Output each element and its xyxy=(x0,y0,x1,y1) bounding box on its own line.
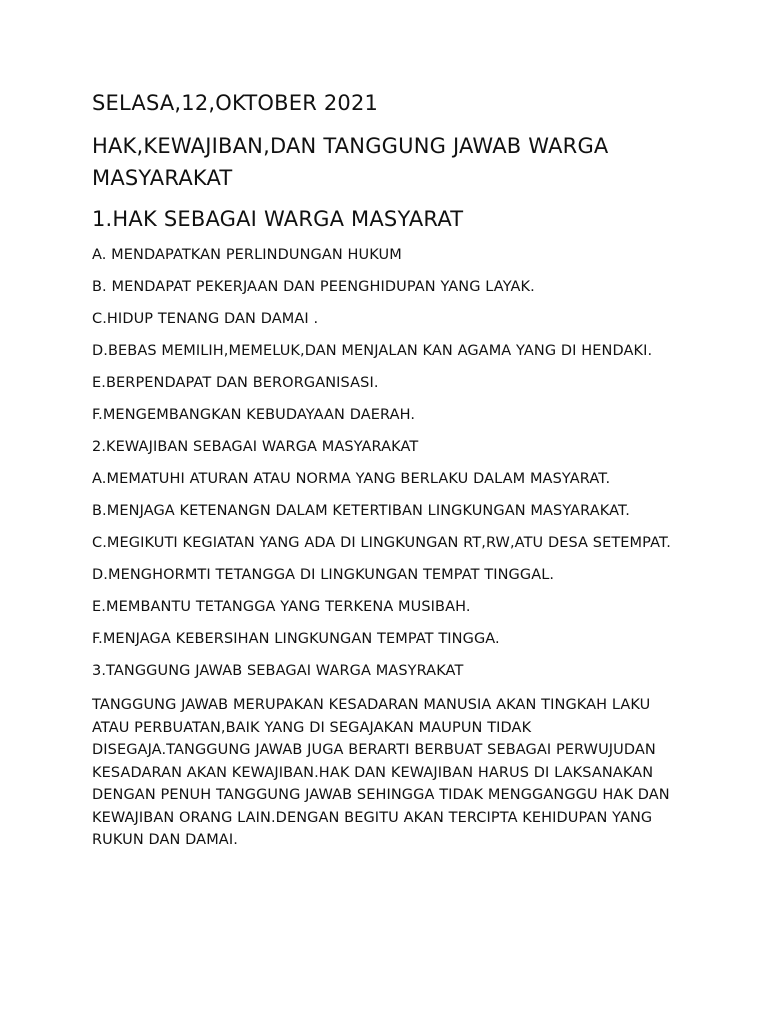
section-heading-obligations: 2.KEWAJIBAN SEBAGAI WARGA MASYARAKAT xyxy=(92,439,419,455)
obligations-item-c: C.MEGIKUTI KEGIATAN YANG ADA DI LINGKUNGAN RT,RW,ATU DESA SETEMPAT. xyxy=(92,535,671,551)
rights-item-f: F.MENGEMBANGKAN KEBUDAYAAN DAERAH. xyxy=(92,407,416,423)
rights-item-d: D.BEBAS MEMILIH,MEMELUK,DAN MENJALAN KAN AGAMA YANG DI HENDAKI. xyxy=(92,343,653,359)
section-heading-responsibility: 3.TANGGUNG JAWAB SEBAGAI WARGA MASYRAKAT xyxy=(92,663,464,679)
obligations-item-f: F.MENJAGA KEBERSIHAN LINGKUNGAN TEMPAT TINGGA. xyxy=(92,631,500,647)
obligations-item-e: E.MEMBANTU TETANGGA YANG TERKENA MUSIBAH. xyxy=(92,599,471,615)
section-heading-rights: 1.HAK SEBAGAI WARGA MASYARAT xyxy=(92,207,464,231)
responsibility-paragraph: TANGGUNG JAWAB MERUPAKAN KESADARAN MANUSIA AKAN TINGKAH LAKU ATAU PERBUATAN,BAIK YANG DI SEGAJAKAN MAUPUN TIDAK DISEGAJA.TANGGUNG JAWAB JUGA BERARTI BERBUAT SEBAGAI PERWUJUDAN KESADARAN AKAN KEWAJIBAN.HAK DAN KEWAJIBAN HARUS DI LAKSANAKAN DENGAN PENUH TANGGUNG JAWAB SEHINGGA TIDAK MENGGANGGU HAK DAN KEWAJIBAN ORANG LAIN.DENGAN BEGITU AKAN TERCIPTA KEHIDUPAN YANG RUKUN DAN DAMAI. xyxy=(92,697,670,848)
rights-item-c: C.HIDUP TENANG DAN DAMAI . xyxy=(92,311,319,327)
obligations-item-a: A.MEMATUHI ATURAN ATAU NORMA YANG BERLAKU DALAM MASYARAT. xyxy=(92,471,611,487)
obligations-item-b: B.MENJAGA KETENANGN DALAM KETERTIBAN LINGKUNGAN MASYARAKAT. xyxy=(92,503,630,519)
document-body xyxy=(92,88,692,852)
rights-item-a: A. MENDAPATKAN PERLINDUNGAN HUKUM xyxy=(92,247,402,263)
document-title: HAK,KEWAJIBAN,DAN TANGGUNG JAWAB WARGA MASYARAKAT xyxy=(92,134,609,190)
obligations-item-d: D.MENGHORMTI TETANGGA DI LINGKUNGAN TEMPAT TINGGAL. xyxy=(92,567,555,583)
rights-item-e: E.BERPENDAPAT DAN BERORGANISASI. xyxy=(92,375,379,391)
rights-item-b: B. MENDAPAT PEKERJAAN DAN PEENGHIDUPAN YANG LAYAK. xyxy=(92,279,535,295)
document-date: SELASA,12,OKTOBER 2021 xyxy=(92,91,379,115)
